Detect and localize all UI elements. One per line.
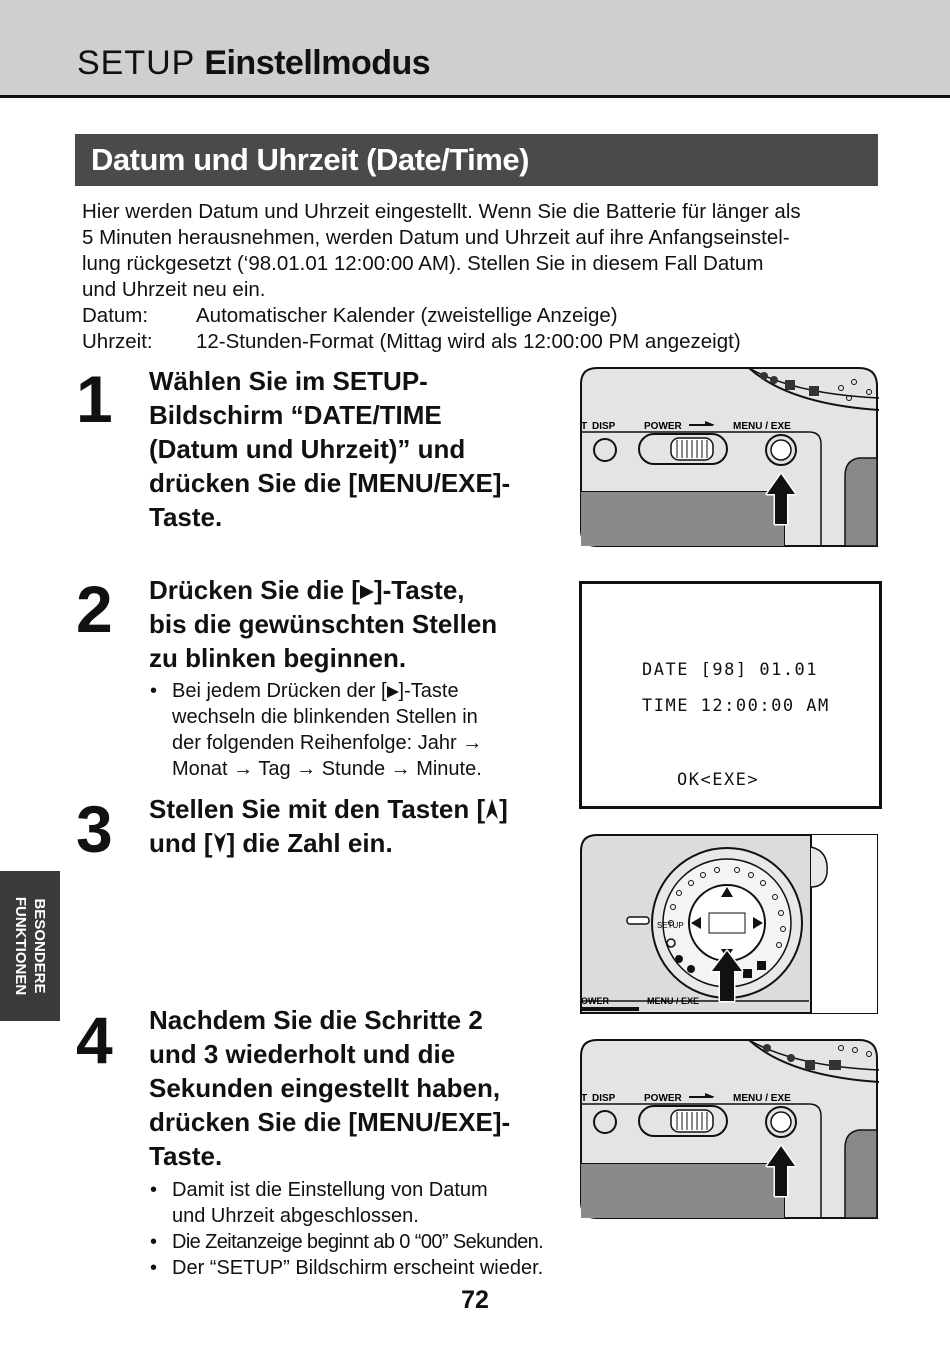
- step-line: bis die gewünschten Stellen: [149, 609, 498, 639]
- step-line: drücken Sie die [MENU/EXE]-: [149, 1107, 511, 1137]
- header-setup-word: SETUP: [77, 44, 196, 82]
- step-line-part: ]-Taste,: [373, 575, 465, 605]
- screen-date-line: DATE [98] 01.01: [642, 660, 819, 680]
- step-line: [149, 573, 497, 607]
- step-2-number: 2: [76, 572, 113, 646]
- side-tab-label: [11, 897, 49, 995]
- camera-disp-label: DISP: [592, 421, 616, 432]
- camera-menu-exe-label: MENU / EXE: [733, 421, 791, 432]
- bullet-part: ]-Taste: [398, 680, 459, 702]
- bullet-item: [150, 678, 550, 782]
- step-2-text: [149, 573, 497, 675]
- step-4-bullets: [150, 1177, 610, 1281]
- step-line: Taste.: [149, 502, 223, 532]
- bullet-line: Monat → Tag → Stunde → Minute.: [172, 758, 482, 780]
- step-line: [149, 792, 508, 826]
- camera-power-label: POWER: [644, 421, 682, 432]
- step-4-number: 4: [76, 1003, 113, 1077]
- step-line-part: Drücken Sie die [: [149, 575, 360, 605]
- screen-ok-line: OK<EXE>: [677, 770, 760, 790]
- bullet-line: der folgenden Reihenfolge: Jahr →: [172, 732, 483, 754]
- camera-disp-label: DISP: [592, 1093, 616, 1104]
- step-line: [149, 826, 508, 860]
- dial-setup-label: SETUP: [657, 921, 684, 930]
- step-line: Taste.: [149, 1141, 223, 1171]
- side-tab-line: FUNKTIONEN: [12, 896, 29, 996]
- bullet-line: und Uhrzeit abgeschlossen.: [172, 1205, 419, 1227]
- right-arrow-icon: [360, 585, 374, 599]
- camera-t-label: T: [581, 421, 588, 432]
- date-value: Automatischer Kalender (zweistellige Anzeige): [196, 304, 618, 327]
- step-1-text: [149, 364, 510, 534]
- dial-menu-exe-label: MENU / EXE: [647, 996, 700, 1006]
- bullet-line: wechseln die blinkenden Stellen in: [172, 706, 478, 728]
- section-title: Datum und Uhrzeit (Date/Time): [91, 142, 529, 177]
- step-2-bullets: [150, 678, 550, 782]
- camera-dial-illustration: [579, 833, 879, 1015]
- side-tab-line: BESONDERE: [31, 898, 48, 994]
- step-3-text: [149, 792, 508, 860]
- step-line: (Datum und Uhrzeit)” und: [149, 434, 466, 464]
- camera-back-illustration-2: [579, 1038, 879, 1220]
- intro-line: und Uhrzeit neu ein.: [82, 278, 266, 301]
- down-arrow-icon: [213, 832, 227, 854]
- step-line-part: ]: [499, 794, 508, 824]
- step-line-part: Stellen Sie mit den Tasten [: [149, 794, 486, 824]
- step-line: zu blinken beginnen.: [149, 643, 407, 673]
- lcd-screen-illustration: [579, 581, 882, 809]
- step-3-number: 3: [76, 792, 113, 866]
- time-row: [82, 329, 882, 355]
- step-line: Bildschirm “DATE/TIME: [149, 400, 442, 430]
- step-line: Wählen Sie im SETUP-: [149, 366, 428, 396]
- date-row: [82, 303, 882, 329]
- dial-power-label: OWER: [581, 996, 609, 1006]
- intro-line: 5 Minuten herausnehmen, werden Datum und Uhrzeit auf ihre Anfangseinstel-: [82, 226, 790, 249]
- date-label: Datum:: [82, 304, 149, 327]
- time-label: Uhrzeit:: [82, 330, 153, 353]
- bullet-part: Bei jedem Drücken der [: [172, 680, 387, 702]
- step-line: drücken Sie die [MENU/EXE]-: [149, 468, 511, 498]
- step-line: Nachdem Sie die Schritte 2: [149, 1005, 483, 1035]
- screen-time-line: TIME 12:00:00 AM: [642, 696, 830, 716]
- step-4-text: [149, 1003, 510, 1173]
- step-line-part: und [: [149, 828, 213, 858]
- camera-t-label: T: [581, 1093, 588, 1104]
- intro-line: lung rückgesetzt (‘98.01.01 12:00:00 AM). Stellen Sie in diesem Fall Datum: [82, 252, 764, 275]
- time-value: 12-Stunden-Format (Mittag wird als 12:00:00 PM angezeigt): [196, 330, 741, 353]
- camera-power-label: POWER: [644, 1093, 682, 1104]
- header-title-text: Einstellmodus: [204, 44, 431, 82]
- bullet-item: [150, 1255, 610, 1281]
- intro-line: Hier werden Datum und Uhrzeit eingestellt. Wenn Sie die Batterie für länger als: [82, 200, 801, 223]
- step-line: und 3 wiederholt und die: [149, 1039, 456, 1069]
- step-line: Sekunden eingestellt haben,: [149, 1073, 501, 1103]
- bullet-item: [150, 1177, 610, 1229]
- camera-menu-exe-label: MENU / EXE: [733, 1093, 791, 1104]
- page-number: 72: [461, 1286, 489, 1314]
- up-arrow-icon: [485, 798, 499, 820]
- step-line-part: ] die Zahl ein.: [226, 828, 393, 858]
- bullet-item: [150, 1229, 610, 1255]
- bullet-line: • Damit ist die Einstellung von Datum: [172, 1179, 488, 1201]
- intro-text: [82, 199, 882, 355]
- step-1-number: 1: [76, 362, 113, 436]
- section-title-bar: [75, 134, 878, 186]
- header-rule: [0, 95, 950, 98]
- right-arrow-icon: [387, 686, 399, 698]
- bullet-line: • Die Zeitanzeige beginnt ab 0 “00” Sekunden.: [172, 1231, 544, 1253]
- side-section-tab: [0, 871, 60, 1021]
- bullet-line: • Der “SETUP” Bildschirm erscheint wieder.: [172, 1257, 544, 1279]
- header-title: [77, 44, 430, 83]
- camera-back-illustration-1: [579, 366, 879, 548]
